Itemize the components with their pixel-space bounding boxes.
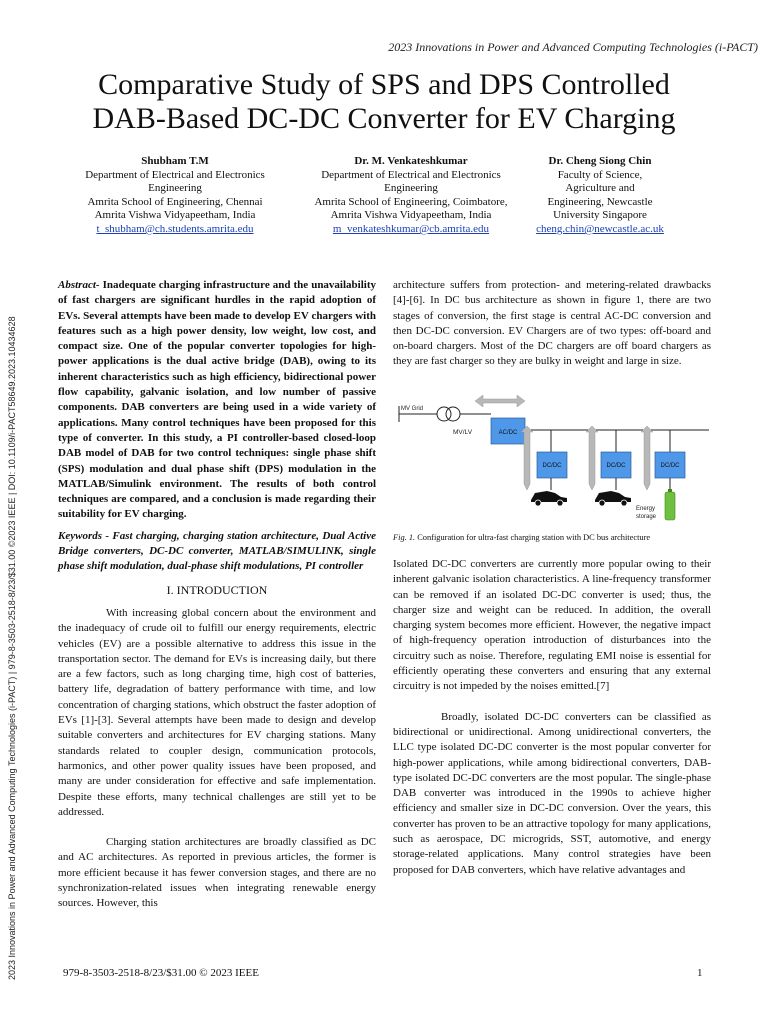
figure-1-diagram [395,392,713,526]
figure-caption [393,532,715,543]
author-affiliation-line: Amrita Vishwa Vidyapeetham, India [330,209,492,222]
energy-storage-label-1: Energy [636,506,656,512]
battery-icon [665,492,675,520]
side-citation-strip: 2023 Innovations in Power and Advanced Computing Technologies (i-PACT) | 979-8-3503-2518-8/23/$31.00 ©2023 IEEE | DOI: 10.1109/i-PACT58649.2023.10434628 [7,316,17,980]
figure-label: Fig. 1. [393,533,416,542]
author-block-2 [300,155,522,237]
right-column-top [393,278,711,370]
vertical-arrow-icon [586,426,598,490]
author-affiliation-line: Agriculture and [565,182,635,195]
vertical-arrow-icon [641,426,653,490]
acdc-label: AC/DC [498,430,518,436]
mv-grid-label: MV Grid [401,406,424,412]
right-column-bottom [393,557,711,878]
author-affiliation-line: Department of Electrical and Electronics [321,168,501,181]
author-affiliation-line: Amrita School of Engineering, Coimbatore, [314,195,508,208]
right-paragraph-2: Isolated DC-DC converters are currently more popular owing to their inherent galvanic isolation characteristics. A line-frequency transformer can be removed if an isolated DC-DC converter is used; thus, the charger size and weight can be reduced. In addition, the overall charging system becomes more efficient. However, the negative impact of high-frequency operation introduction of disturbances into the circuitry such as noise. Therefore, regulating EMI noise is essential for efficiently operating these converters and ensuring that any external circuitry is not impeded by the noises emitted.[7] [393,558,711,693]
transformer-label: MV/LV [453,429,473,436]
intro-paragraph-1: With increasing global concern about the environment and the inadequacy of crude oil to fulfill our energy requirements, electric vehicles (EV) are a possible alternative to address this issue in the transportation sector. The demand for EVs is increasing daily, but there are a few factors, such as long charging time, high cost of batteries, battery life, degradation of battery performance with time, and low concentration of charging stations, which obstruct the faster adoption of EVs [1]-[3]. Several attempts have been made to design and develop suitable converters and architectures for EV charging stations. Many standards related to coupler design, communication protocols, harmonics, and other power quality issues have been proposed, and many are under consideration for effective and safe implementation. Despite these efforts, many technical challenges are still yet to be addressed. [58,606,376,818]
author-email-link[interactable]: m_venkateshkumar@cb.amrita.edu [332,222,490,235]
dcdc-label: DC/DC [660,463,680,469]
author-name: Dr. Cheng Siong Chin [548,155,652,167]
conference-header: 2023 Innovations in Power and Advanced Computing Technologies (i-PACT) [388,40,758,54]
author-email-link[interactable]: cheng.chin@newcastle.ac.uk [536,222,664,235]
abstract-text: Inadequate charging infrastructure and the unavailability of fast chargers are significant hurdles in the rapid adoption of EVs. Several attempts have been made to develop EV chargers with features such as a high power density, low weight, low cost, and compact size. One of the popular converter topologies for high-power applications is the dual active bridge (DAB), owing to its inherent characteristics such as high efficiency, bidirectional power flow capability, galvanic isolation, and low number of passive components. DAB converters are being used in a wide variety of applications. Many control techniques have been proposed for this type of converter. In this study, a PI controller-based closed-loop DAB model of DAB for two control techniques: single phase shift (SPS) modulation and dual phase shift (DPS) modulation in the MATLAB/Simulink environment. The results of both control techniques are compared, and a conclusion is made regarding their suitability for EV charging. [58,279,376,521]
dcdc-label: DC/DC [542,463,562,469]
right-paragraph-3: Broadly, isolated DC-DC converters can be classified as bidirectional or unidirectional. Among unidirectional converters, the LLC type isolated DC-DC converter is the most popular converter for high-power applications, while among bidirectional converters, DAB-type isolated DC-DC converters are the most popular. The single-phase DAB converter was introduced in the 1990s to achieve higher efficiency and smaller size in DC-DC conversion. Over the years, this converter has proven to be an attractive topology for many applications, such as aerospace, DC microgrids, SST, automotive, and energy storage-related applications. Many control strategies have been proposed for DAB converters, which have relative advantages and [393,710,711,876]
energy-storage-label-2: storage [636,514,657,520]
transformer-icon-coil-1 [437,407,451,421]
transformer-icon-coil-2 [446,407,460,421]
author-name: Dr. M. Venkateshkumar [354,155,468,167]
dcdc-label: DC/DC [606,463,626,469]
author-affiliation-line: Faculty of Science, [557,168,643,181]
abstract-label: Abstract- [58,279,100,291]
keywords: Keywords - Fast charging, charging station architecture, Dual Active Bridge converters, DC-DC converter, MATLAB/SIMULINK, single phase shift modulation, dual-phase shift modulations, PI controller [58,529,376,573]
intro-paragraph-2: Charging station architectures are broadly classified as DC and AC architectures. As reported in previous articles, the former is more efficient because it has fewer conversion stages, and there are no synchronization-related issues when integrating renewable energy sources. However, this [58,836,376,910]
bidirectional-arrow-icon [475,395,525,407]
car-icon [531,491,567,506]
page-number: 1 [697,967,703,979]
abstract [58,278,376,523]
author-email-link[interactable]: t_shubham@ch.students.amrita.edu [96,222,254,235]
author-affiliation-line: Department of Electrical and Electronics [85,168,265,181]
footer-copyright: 979-8-3503-2518-8/23/$31.00 © 2023 IEEE [63,967,259,979]
author-block-3 [528,155,672,237]
right-paragraph-1: architecture suffers from protection- and metering-related drawbacks [4]-[6]. In DC bus architecture as shown in figure 1, there are two stages of conversion, the first stage is central AC-DC conversion and then DC-DC conversion. EV Chargers are of two types: off-board and on-board chargers. Most of the DC chargers are off board chargers as they are fast charger so they are bulky in weight and large in size. [393,279,711,368]
author-affiliation-line: University Singapore [553,209,647,222]
author-affiliation-line: Engineering, Newcastle [547,195,653,208]
title-line-1: Comparative Study of SPS and DPS Controlled [98,68,670,101]
author-affiliation-line: Amrita Vishwa Vidyapeetham, India [94,209,256,222]
author-name: Shubham T.M [141,155,209,167]
author-affiliation-line: Engineering [384,182,438,195]
author-affiliation-line: Amrita School of Engineering, Chennai [87,195,263,208]
title-line-2: DAB-Based DC-DC Converter for EV Charging [92,102,676,135]
car-icon [595,491,631,506]
left-column [58,278,376,912]
paper-title [0,68,768,136]
author-block-1 [68,155,282,237]
author-affiliation-line: Engineering [148,182,202,195]
section-heading: I. INTRODUCTION [166,582,268,597]
figure-caption-text: Configuration for ultra-fast charging station with DC bus architecture [415,533,651,542]
